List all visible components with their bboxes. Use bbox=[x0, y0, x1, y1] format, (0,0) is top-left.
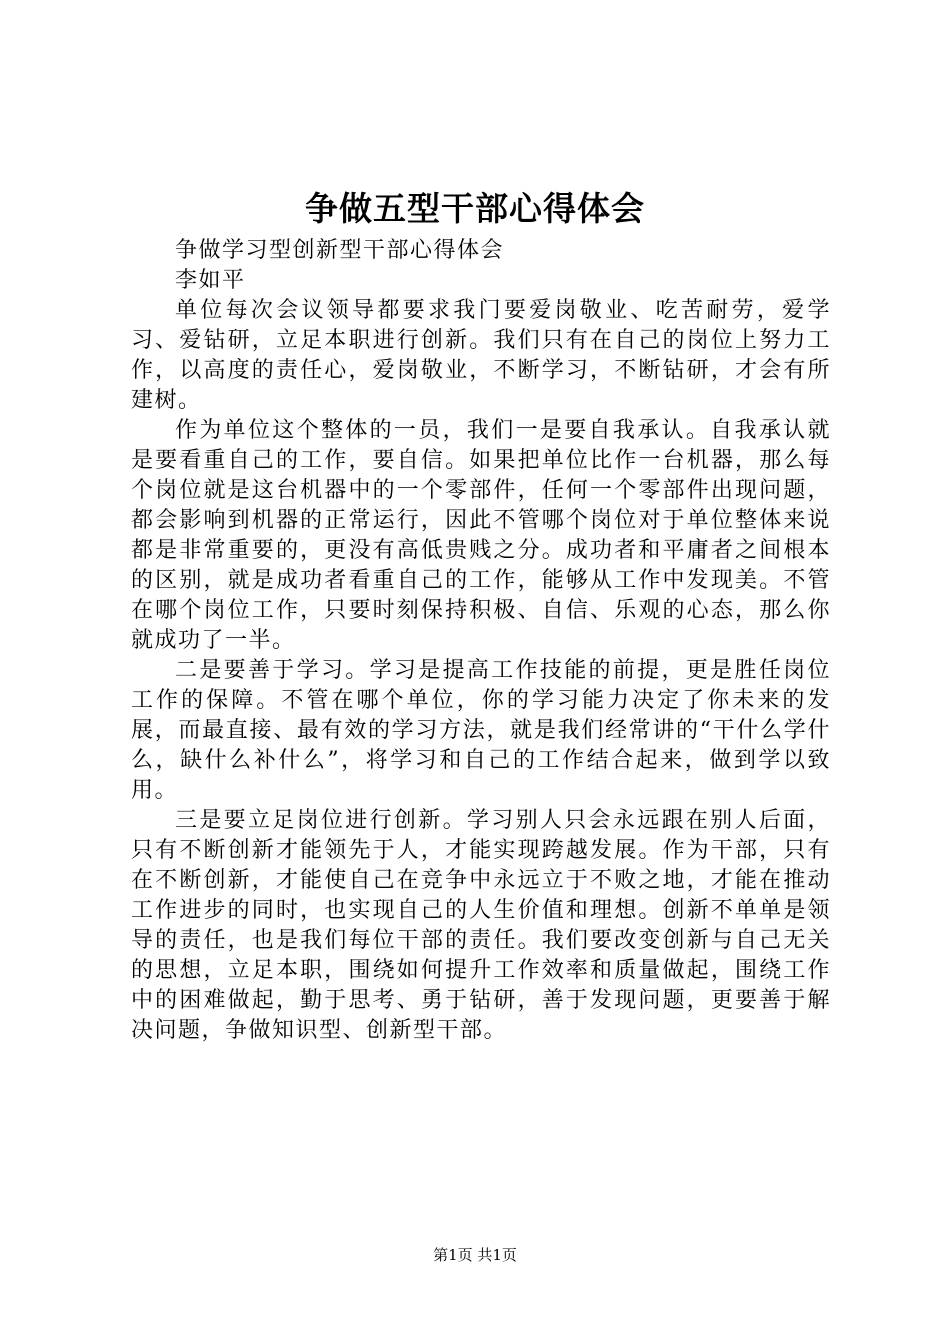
document-subtitle: 争做学习型创新型干部心得体会 bbox=[175, 238, 505, 263]
document-author: 李如平 bbox=[175, 268, 246, 293]
paragraph-2: 作为单位这个整体的一员，我们一是要自我承认。自我承认就是要看重自己的工作，要自信。如果把单位比作一台机器，那么每个岗位就是这台机器中的一个零部件，任何一个零部件出现问题，都会影响到机器的正常运行，因此不管哪个岗位对于单位整体来说都是非常重要的，更没有高低贵贱之分。成功者和平庸者之间根本的区别，就是成功者看重自己的工作，能够从工作中发现美。不管在哪个岗位工作，只要时刻保持积极、自信、乐观的心态，那么你就成功了一半。 bbox=[131, 418, 831, 653]
document-body bbox=[131, 236, 831, 1046]
paragraph-1: 单位每次会议领导都要求我门要爱岗敬业、吃苦耐劳，爱学习、爱钻研，立足本职进行创新。我们只有在自己的岗位上努力工作，以高度的责任心，爱岗敬业，不断学习，不断钻研，才会有所建树。 bbox=[131, 298, 831, 413]
page-title: 争做五型干部心得体会 bbox=[305, 189, 645, 228]
paragraph-3: 二是要善于学习。学习是提高工作技能的前提，更是胜任岗位工作的保障。不管在哪个单位，你的学习能力决定了你未来的发展，而最直接、最有效的学习方法，就是我们经常讲的“干什么学什么，缺什么补什么”，将学习和自己的工作结合起来，做到学以致用。 bbox=[131, 658, 831, 803]
page-footer: 第1页 共1页 bbox=[433, 1246, 517, 1264]
paragraph-4: 三是要立足岗位进行创新。学习别人只会永远跟在别人后面，只有不断创新才能领先于人，才能实现跨越发展。作为干部，只有在不断创新，才能使自己在竞争中永远立于不败之地，才能在推动工作进步的同时，也实现自己的人生价值和理想。创新不单单是领导的责任，也是我们每位干部的责任。我们要改变创新与自己无关的思想，立足本职，围绕如何提升工作效率和质量做起，围绕工作中的困难做起，勤于思考、勇于钻研，善于发现问题，更要善于解决问题，争做知识型、创新型干部。 bbox=[131, 808, 831, 1043]
